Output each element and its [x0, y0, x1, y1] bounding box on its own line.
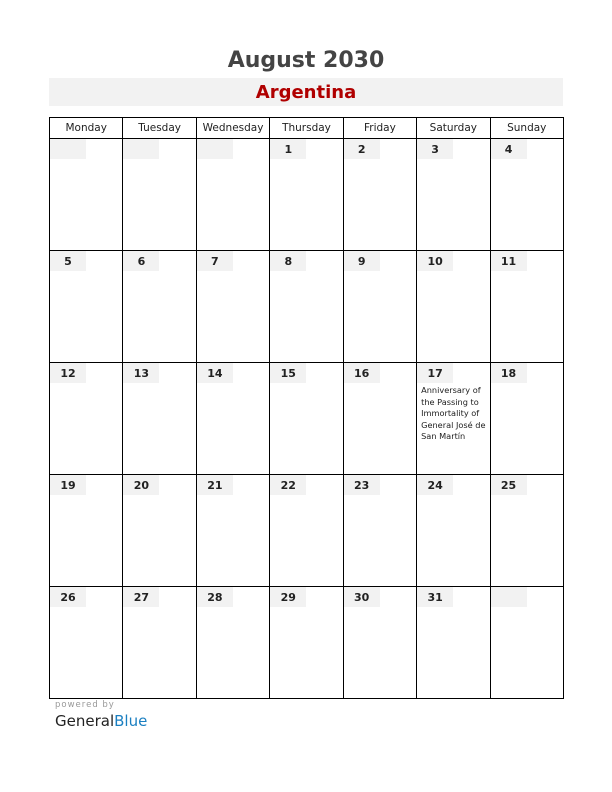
- day-number: 19: [50, 475, 86, 495]
- day-cell: [270, 587, 343, 699]
- day-number: 5: [50, 251, 86, 271]
- calendar-title: August 2030: [227, 48, 385, 73]
- day-number: 4: [491, 139, 527, 159]
- day-number: 15: [270, 363, 306, 383]
- day-cell: [343, 587, 416, 699]
- day-cell: [417, 139, 490, 251]
- generalblue-logo: [55, 712, 147, 730]
- weekday-header: Friday: [343, 118, 416, 139]
- month-calendar: [49, 117, 564, 699]
- day-cell: [123, 363, 196, 475]
- weekday-header: Saturday: [417, 118, 490, 139]
- weekday-header: Sunday: [490, 118, 563, 139]
- day-cell: [417, 475, 490, 587]
- day-cell: [50, 139, 123, 251]
- day-cell: [270, 475, 343, 587]
- day-number: 23: [344, 475, 380, 495]
- day-cell: [50, 251, 123, 363]
- day-number: 26: [50, 587, 86, 607]
- weekday-header: Wednesday: [196, 118, 269, 139]
- week-row: [50, 251, 564, 363]
- brand-blue: Blue: [114, 712, 148, 730]
- day-cell: [196, 363, 269, 475]
- day-cell: [50, 363, 123, 475]
- day-number: 27: [123, 587, 159, 607]
- day-cell: [50, 475, 123, 587]
- weekday-header-row: [50, 118, 564, 139]
- day-cell: [123, 251, 196, 363]
- day-cell: [490, 475, 563, 587]
- day-number: 7: [197, 251, 233, 271]
- day-number: 6: [123, 251, 159, 271]
- day-cell: [490, 251, 563, 363]
- day-number: 31: [417, 587, 453, 607]
- weekday-header: Thursday: [270, 118, 343, 139]
- day-cell: [196, 587, 269, 699]
- day-number: 11: [491, 251, 527, 271]
- day-number: 10: [417, 251, 453, 271]
- day-number: 3: [417, 139, 453, 159]
- day-number: 22: [270, 475, 306, 495]
- day-cell: [343, 475, 416, 587]
- day-number: [491, 587, 527, 607]
- day-cell: [196, 139, 269, 251]
- day-number: 17: [417, 363, 453, 383]
- footer: [55, 700, 147, 730]
- day-number: [123, 139, 159, 159]
- day-number: 16: [344, 363, 380, 383]
- weekday-header: Tuesday: [123, 118, 196, 139]
- day-cell: [417, 587, 490, 699]
- week-row: [50, 475, 564, 587]
- day-number: 8: [270, 251, 306, 271]
- day-cell: [50, 587, 123, 699]
- day-cell: [343, 139, 416, 251]
- day-cell: [123, 587, 196, 699]
- day-number: 12: [50, 363, 86, 383]
- day-cell: [417, 251, 490, 363]
- week-row: [50, 363, 564, 475]
- day-number: 20: [123, 475, 159, 495]
- day-number: [197, 139, 233, 159]
- day-cell: [196, 251, 269, 363]
- day-number: 28: [197, 587, 233, 607]
- weekday-header: Monday: [50, 118, 123, 139]
- holiday-label: Anniversary of the Passing to Immortality of General José de San Martín: [421, 385, 486, 441]
- day-number: 14: [197, 363, 233, 383]
- day-number: 25: [491, 475, 527, 495]
- day-cell: [123, 139, 196, 251]
- brand-general: General: [55, 712, 115, 730]
- day-number: 9: [344, 251, 380, 271]
- day-number: 13: [123, 363, 159, 383]
- day-number: 21: [197, 475, 233, 495]
- day-number: 18: [491, 363, 527, 383]
- day-number: 24: [417, 475, 453, 495]
- week-row: [50, 587, 564, 699]
- day-cell: [270, 363, 343, 475]
- day-cell: [270, 251, 343, 363]
- day-cell: [123, 475, 196, 587]
- day-cell: [490, 139, 563, 251]
- powered-by-text: powered by: [55, 700, 115, 710]
- day-cell: [196, 475, 269, 587]
- day-number: 29: [270, 587, 306, 607]
- day-cell: [490, 363, 563, 475]
- day-number: 30: [344, 587, 380, 607]
- day-number: [50, 139, 86, 159]
- day-cell: [343, 251, 416, 363]
- day-cell: [343, 363, 416, 475]
- day-cell: [490, 587, 563, 699]
- day-number: 1: [270, 139, 306, 159]
- day-cell: [417, 363, 490, 475]
- country-name: Argentina: [49, 78, 563, 106]
- day-cell: [270, 139, 343, 251]
- week-row: [50, 139, 564, 251]
- day-number: 2: [344, 139, 380, 159]
